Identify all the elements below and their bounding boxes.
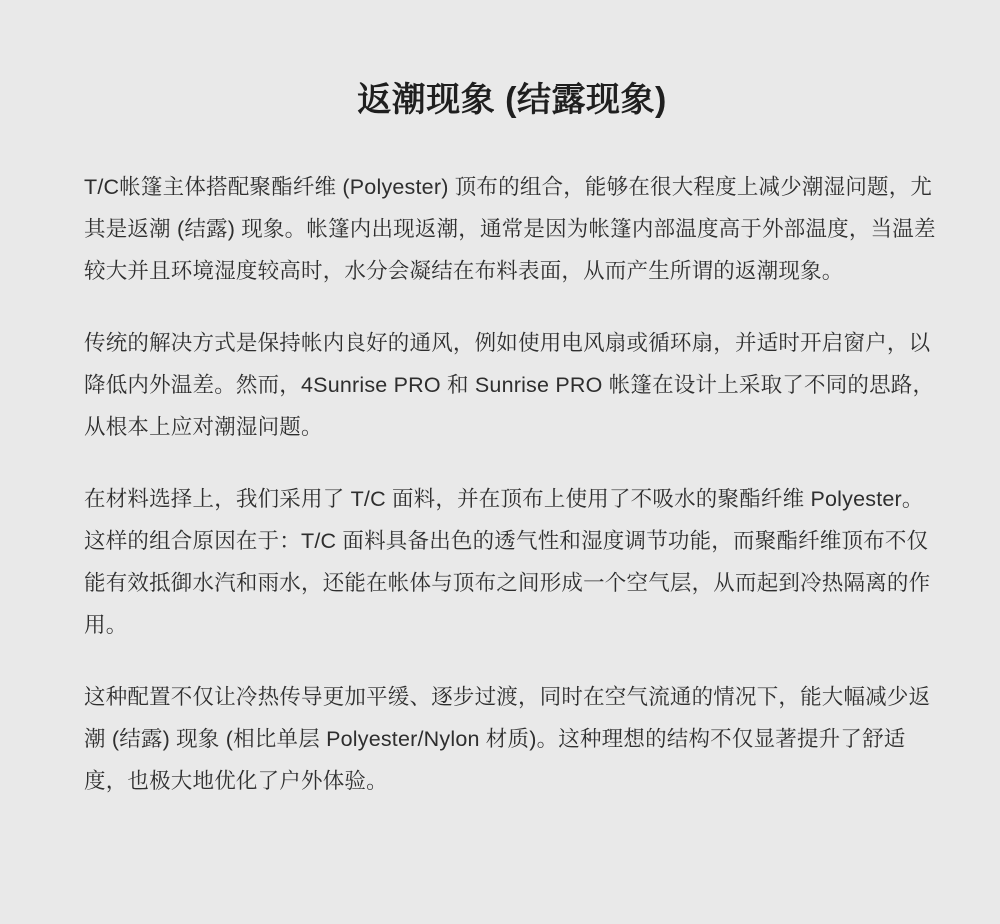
page-title: 返潮现象 (结露现象)	[357, 81, 667, 119]
paragraph-1: T/C帐篷主体搭配聚酯纤维 (Polyester) 顶布的组合，能够在很大程度上减少潮湿问题，尤其是返潮 (结露) 现象。帐篷内出现返潮，通常是因为帐篷内部温度高于外部温度，当温差较大并且环境湿度较高时，水分会凝结在布料表面，从而产生所谓的返潮现象。	[84, 175, 936, 284]
paragraph-2: 传统的解决方式是保持帐内良好的通风，例如使用电风扇或循环扇，并适时开启窗户，以降低内外温差。然而，4Sunrise PRO 和 Sunrise PRO 帐篷在设计上采取了不同的思路，从根本上应对潮湿问题。	[84, 331, 935, 440]
paragraph-3: 在材料选择上，我们采用了 T/C 面料，并在顶布上使用了不吸水的聚酯纤维 Polyester。这样的组合原因在于：T/C 面料具备出色的透气性和湿度调节功能，而聚酯纤维顶布不仅能有效抵御水汽和雨水，还能在帐体与顶布之间形成一个空气层，从而起到冷热隔离的作用。	[84, 487, 931, 638]
paragraph-4: 这种配置不仅让冷热传导更加平缓、逐步过渡，同时在空气流通的情况下，能大幅减少返潮 (结露) 现象 (相比单层 Polyester/Nylon 材质)。这种理想的结构不仅显著提升了舒适度，也极大地优化了户外体验。	[84, 685, 931, 794]
